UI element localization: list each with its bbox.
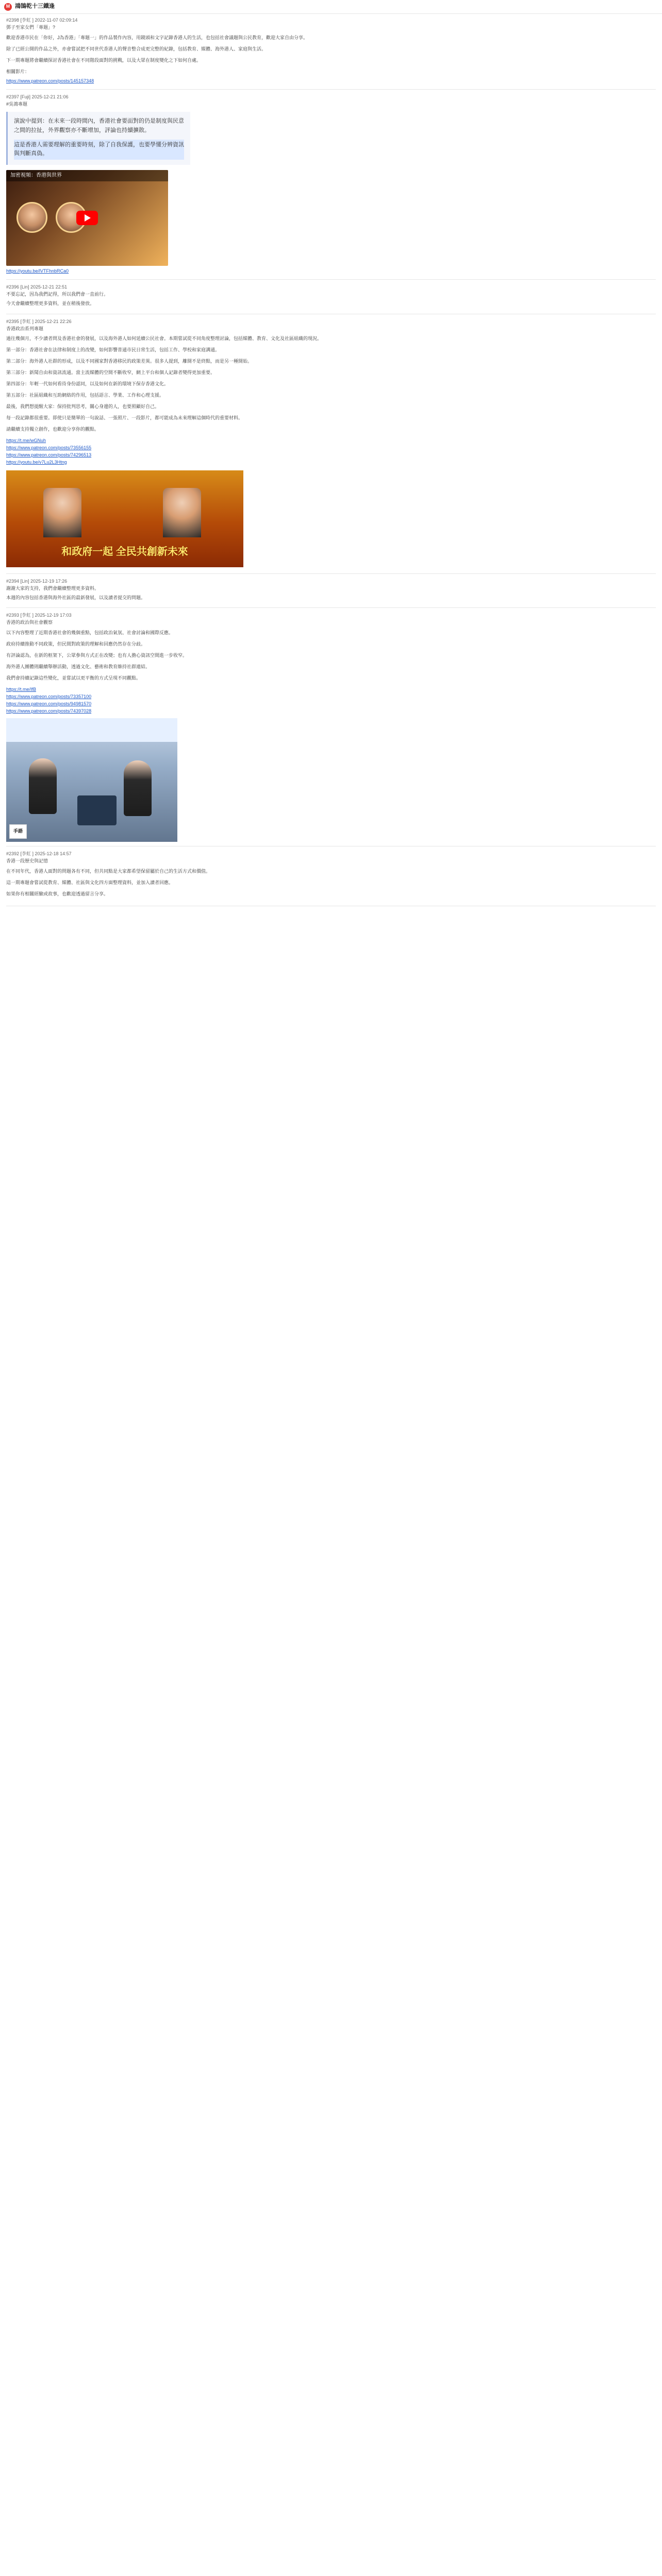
post-title: #吳鴻專題 bbox=[6, 101, 28, 107]
post-paragraph: 以下內容整理了近期香港社會的幾個重點，包括政治氣氛、社會討論和國際反應。 bbox=[6, 630, 174, 636]
post-paragraph: 海外港人團體則繼續舉辦活動，透過文化、藝術和教育維持社群連結。 bbox=[6, 664, 151, 670]
sign-language-box: 手語 bbox=[9, 824, 27, 839]
post-image bbox=[6, 470, 243, 567]
patreon-link[interactable]: https://www.patreon.com/posts/73556155 bbox=[6, 445, 92, 450]
post-header: #2392 [李虹 ] 2025-12-18 14:57 bbox=[6, 851, 72, 856]
post-paragraph: 請繼續支持獨立創作，也歡迎分享你的觀點。 bbox=[6, 426, 100, 432]
post-title: 香港的政治與社會觀察 bbox=[6, 620, 53, 625]
post-title: 鄧子至家女們「專題」? bbox=[6, 24, 56, 30]
content-feed bbox=[0, 14, 662, 906]
telegram-link[interactable]: https://t.me/wGNuh bbox=[6, 437, 46, 443]
post-header: #2393 [李虹 ] 2025-12-19 17:03 bbox=[6, 613, 72, 618]
post-2392 bbox=[6, 851, 656, 907]
quote-main-text: 演說中提到：在未來一段時間內，香港社會要面對的仍是制度與民意之間的拉扯，外界觀察亦不斷增加，評論也持續擴散。 bbox=[14, 118, 184, 134]
youtube-link[interactable]: https://youtu.be/v7Lu2L3Htng bbox=[6, 459, 67, 465]
quote-highlight-text: 這是香港人需要理解的重要時刻，除了自我保護，也要學懂分辨資訊與判斷真偽。 bbox=[14, 140, 184, 160]
portrait-right bbox=[163, 488, 201, 537]
post-paragraph: 如果你有相關經驗或故事，也歡迎透過留言分享。 bbox=[6, 891, 109, 896]
post-paragraph: 第一部分：香港社會在法律和制度上的改變，如何影響普通市民日常生活，包括工作、學校和家庭溝通。 bbox=[6, 347, 220, 353]
post-paragraph: 本週的內容包括香港與海外社區的最新發展，以及讀者提交的問題。 bbox=[6, 595, 146, 600]
post-2395 bbox=[6, 318, 656, 574]
post-header: #2394 [Lin] 2025-12-19 17:26 bbox=[6, 578, 68, 584]
post-header: #2395 [李虹 ] 2025-12-21 22:26 bbox=[6, 318, 72, 324]
top-bar bbox=[0, 0, 662, 14]
post-2394 bbox=[6, 578, 656, 608]
post-paragraph: 第二部分：海外港人社群的形成，以及不同國家對香港移民的政策差異。很多人提到，離開不是終點，而是另一種開始。 bbox=[6, 359, 253, 364]
post-paragraph: 第五部分：社區組織和互助網絡的作用，包括語言、學業、工作和心理支援。 bbox=[6, 393, 164, 398]
post-paragraph: 政府持續推動不同政策，但民間對政策的理解和回應仍然存在分歧。 bbox=[6, 641, 146, 647]
post-paragraph: 這一期專題會嘗試從教育、媒體、社區與文化四方面整理資料，並加入讀者回應。 bbox=[6, 879, 174, 885]
post-paragraph: 最後，我們想提醒大家：保持批判思考，關心身邊的人，也要照顧好自己。 bbox=[6, 404, 160, 410]
post-2393 bbox=[6, 612, 656, 846]
post-header: #2396 [Lin] 2025-12-21 22:51 bbox=[6, 284, 68, 290]
post-paragraph: 除了已經公開的作品之外，亦會嘗試把不同世代香港人的聲音整合成更完整的紀錄，包括教育、媒體、海外港人、家庭與生活。 bbox=[6, 46, 267, 52]
image-headline: 和政府一起 全民共創新未來 bbox=[61, 546, 188, 557]
post-2397 bbox=[6, 94, 656, 280]
backdrop-screen bbox=[6, 718, 177, 742]
post-paragraph: 第四部分：年輕一代如何看待身份認同，以及如何在新的環境下保存香港文化。 bbox=[6, 381, 169, 387]
post-paragraph: 在不同年代，香港人面對的問題各有不同，但共同點是大家都希望保留屬於自己的生活方式和價值。 bbox=[6, 868, 211, 874]
quote-box bbox=[6, 112, 190, 164]
telegram-link[interactable]: https://t.me/IfB bbox=[6, 687, 37, 692]
post-header: #2398 [李虹 ] 2022-11-07 02:09:14 bbox=[6, 18, 78, 23]
patreon-link[interactable]: https://www.patreon.com/posts/74296513 bbox=[6, 452, 92, 457]
youtube-video[interactable] bbox=[6, 170, 168, 266]
post-paragraph: 歡迎香港市民在「你好，J為香港」「專題一」的作品製作內容，用鏡頭和文字記錄香港人的生活，也包括社會議題與公民教育，歡迎大家自由分享。 bbox=[6, 35, 308, 40]
patreon-link[interactable]: https://www.patreon.com/posts/145157348 bbox=[6, 78, 94, 83]
post-paragraph: 有評論認為，在新的框架下，公眾參與方式正在改變；也有人擔心資訊空間進一步收窄。 bbox=[6, 653, 188, 658]
post-2398 bbox=[6, 17, 656, 90]
patreon-link[interactable]: https://www.patreon.com/posts/73357100 bbox=[6, 693, 92, 699]
post-paragraph: 今天會繼續整理更多資料，並在稍後發放。 bbox=[6, 300, 95, 306]
signature-text: 相關影片： bbox=[6, 69, 30, 74]
post-photo bbox=[6, 718, 177, 842]
video-title: 加密視頻：香港與世界 bbox=[6, 170, 168, 181]
post-title: 香港政治系列專題 bbox=[6, 326, 44, 331]
speaker-left bbox=[29, 758, 57, 814]
youtube-link[interactable]: https://youtu.be/lVTFhnbRCa0 bbox=[6, 268, 69, 274]
guest-avatar bbox=[16, 202, 47, 233]
portrait-left bbox=[43, 488, 81, 537]
post-2396 bbox=[6, 284, 656, 314]
site-logo[interactable]: M bbox=[4, 3, 12, 11]
post-paragraph: 每一段記錄都很重要。即使只是簡單的一句說話、一張照片、一段影片，都可能成為未來理解這個時代的重要材料。 bbox=[6, 415, 243, 420]
post-paragraph: 不要忘記，因為我們記得，所以我們會一直前行。 bbox=[6, 291, 109, 297]
patreon-link[interactable]: https://www.patreon.com/posts/74397028 bbox=[6, 708, 92, 714]
post-paragraph: 我們會持續記錄這些變化，並嘗試以更平衡的方式呈現不同觀點。 bbox=[6, 675, 141, 681]
play-icon[interactable] bbox=[76, 211, 98, 225]
site-title[interactable]: 鴻鵠乾十三鐵逢 bbox=[15, 3, 55, 10]
post-title: 香港一段歷史與記憶 bbox=[6, 858, 48, 863]
post-paragraph: 第三部分：新聞自由和資訊流通。當主流媒體的空間不斷收窄，網上平台和個人記錄者變得更加重要。 bbox=[6, 370, 216, 376]
speaker-right bbox=[124, 760, 152, 816]
post-paragraph: 下一期專題將會繼續探討香港社會在不同階段面對的挑戰，以及大眾在制度變化之下如何自處。 bbox=[6, 57, 202, 63]
post-paragraph: 過往幾個月，不少讀者問及香港社會的發展，以及海外港人如何延續公民社會。本期嘗試從不同角度整理討論，包括媒體、教育、文化及社區組織的現況。 bbox=[6, 336, 322, 342]
post-header: #2397 [Fuji] 2025-12-21 21:06 bbox=[6, 94, 69, 99]
post-paragraph: 謝謝大家的支持，我們會繼續整理更多資料。 bbox=[6, 585, 100, 591]
patreon-link[interactable]: https://www.patreon.com/posts/94981570 bbox=[6, 701, 92, 706]
podium bbox=[77, 795, 117, 825]
